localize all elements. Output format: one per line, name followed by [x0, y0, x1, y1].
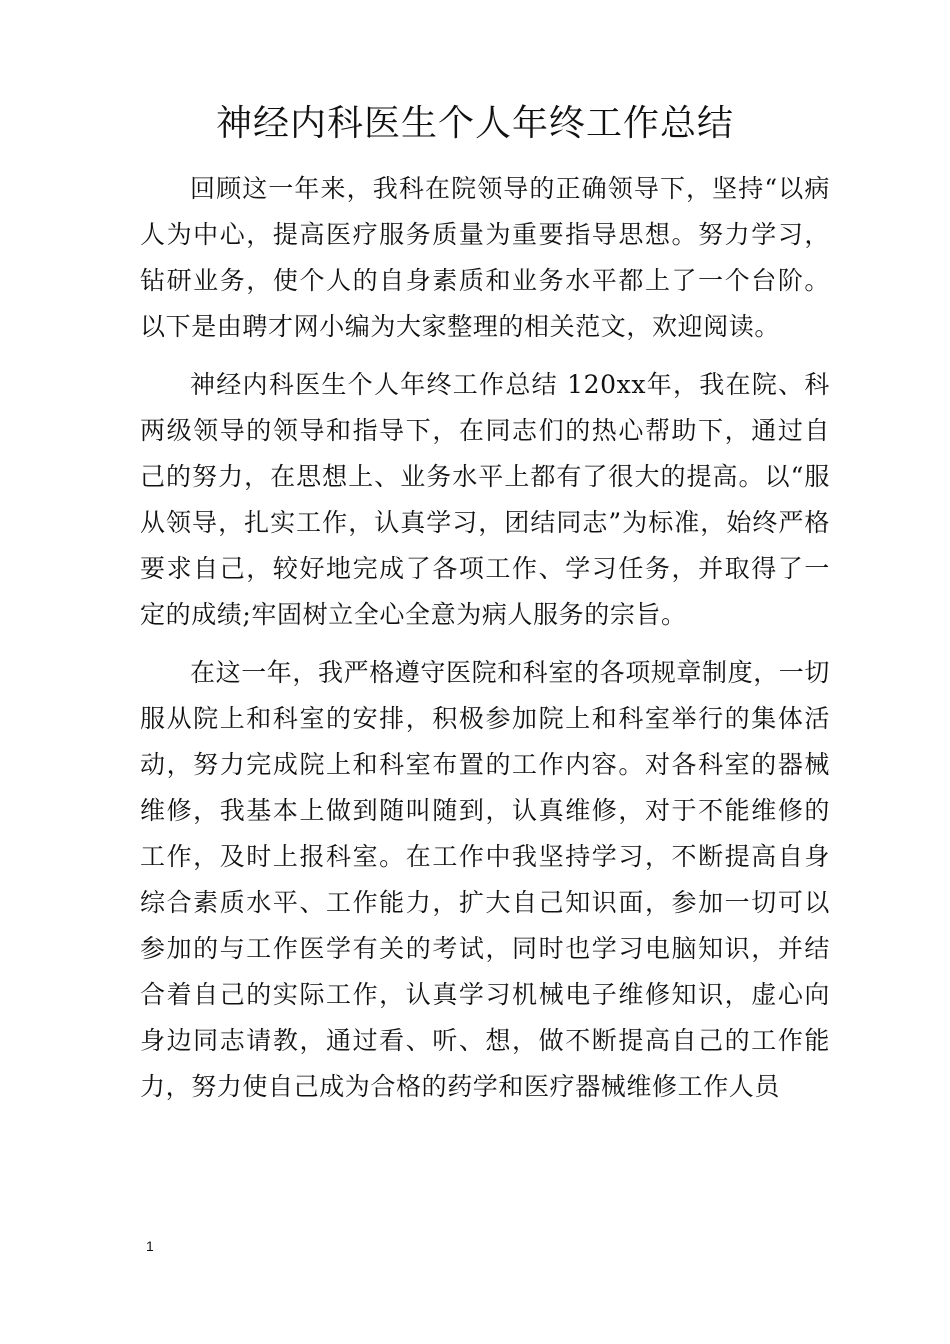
document-title: 神经内科医生个人年终工作总结 [215, 103, 734, 144]
paragraph-2: 神经内科医生个人年终工作总结 120xx年，我在院、科两级领导的领导和指导下，在同志们的热心帮助下，通过自己的努力，在思想上、业务水平上都有了很大的提高。以“服从领导，扎实工作，认真学习，团结同志”为标准，始终严格要求自己，较好地完成了各项工作、学习任务，并取得了一定的成绩;牢固树立全心全意为病人服务的宗旨。 [140, 370, 830, 629]
document-body [140, 166, 830, 1122]
paragraph-1: 回顾这一年来，我科在院领导的正确领导下，坚持“以病人为中心，提高医疗服务质量为重要指导思想。努力学习，钻研业务，使个人的自身素质和业务水平都上了一个台阶。以下是由聘才网小编为大家整理的相关范文，欢迎阅读。 [140, 174, 830, 341]
page-number: 1 [146, 1238, 154, 1254]
paragraph-3: 在这一年，我严格遵守医院和科室的各项规章制度，一切服从院上和科室的安排，积极参加院上和科室举行的集体活动，努力完成院上和科室布置的工作内容。对各科室的器械维修，我基本上做到随叫随到，认真维修，对于不能维修的工作，及时上报科室。在工作中我坚持学习，不断提高自身综合素质水平、工作能力，扩大自己知识面，参加一切可以参加的与工作医学有关的考试，同时也学习电脑知识，并结合着自己的实际工作，认真学习机械电子维修知识，虚心向身边同志请教，通过看、听、想，做不断提高自己的工作能力，努力使自己成为合格的药学和医疗器械维修工作人员 [140, 658, 831, 1101]
